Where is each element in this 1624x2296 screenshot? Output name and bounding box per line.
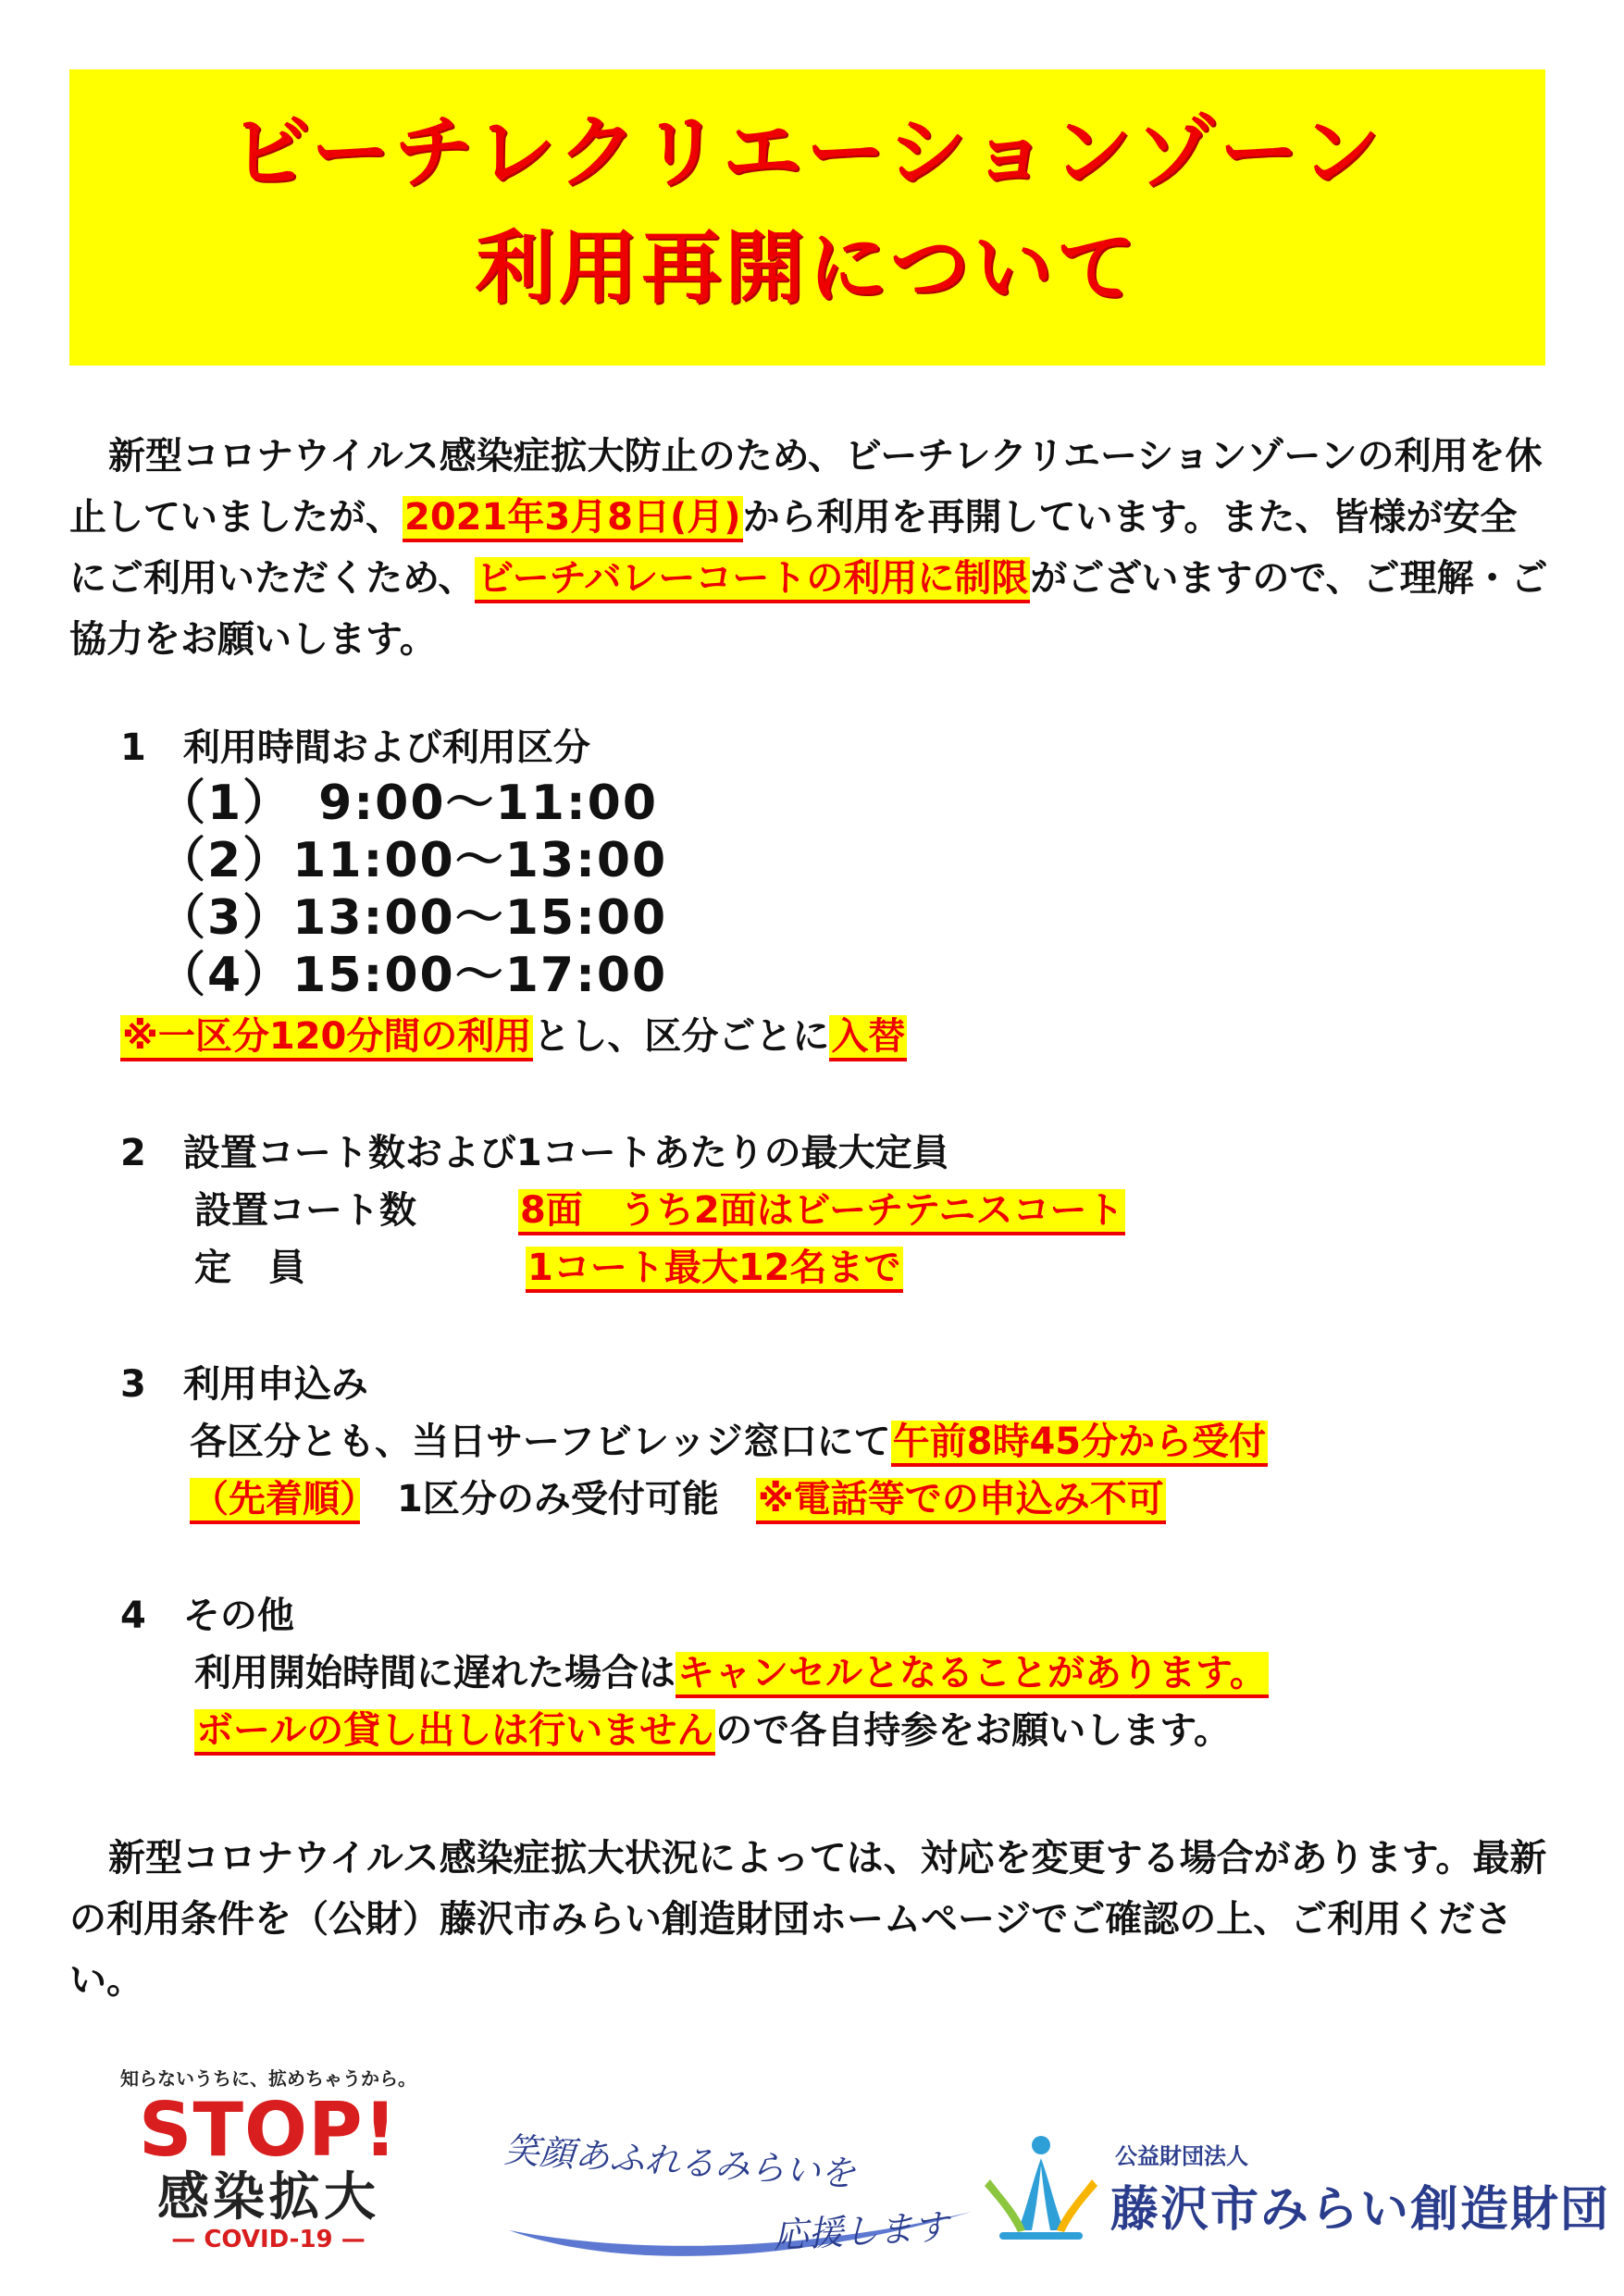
title-banner <box>69 69 1545 366</box>
time-slot-1: （1） 9:00～11:00 <box>157 776 659 831</box>
section-4-heading: 4 その他 <box>120 1595 294 1637</box>
reception-time: 午前8時45分から受付 <box>891 1421 1269 1467</box>
application-text: 各区分とも、当日サーフビレッジ窓口にて <box>190 1421 891 1463</box>
intro-text-2: から利用を再開しています。また、皆様が安全にご利用いただくため、 <box>69 496 1518 600</box>
slot-note <box>120 1011 907 1062</box>
title-line-2: 利用再開について <box>475 222 1140 315</box>
time-slot-3: （3）13:00～15:00 <box>157 890 668 946</box>
capacity-value-text: 1コート最大12名まで <box>526 1247 903 1293</box>
capacity-label: 定 員 <box>194 1247 305 1289</box>
other-line-2 <box>194 1705 1231 1756</box>
no-phone-note: ※電話等での申込み不可 <box>756 1478 1166 1524</box>
stop-kansen-text: 感染拡大 <box>157 2167 379 2228</box>
slot-duration-note: ※一区分120分間の利用 <box>120 1015 533 1061</box>
intro-paragraph <box>69 426 1550 670</box>
swap-note: 入替 <box>829 1015 907 1061</box>
courts-label: 設置コート数 <box>194 1189 416 1232</box>
section-3-heading: 3 利用申込み <box>120 1363 368 1406</box>
intro-text-1: 新型コロナウイルス感染症拡大防止のため、ビーチレクリエーションゾーンの利用を休止していましたが、 <box>69 435 1543 539</box>
section-1-heading: 1 利用時間および利用区分 <box>120 726 590 769</box>
org-name: 藤沢市みらい創造財団 <box>1110 2182 1611 2238</box>
stop-covid-logo <box>120 2064 416 2253</box>
title-line-1: ビーチレクリエーションゾーン <box>230 106 1384 199</box>
late-arrival-text: 利用開始時間に遅れた場合は <box>194 1652 676 1694</box>
courts-value-text: 8面 うち2面はビーチテニスコート <box>518 1189 1125 1235</box>
slogan-line-1: 笑顔あふれるみらいを <box>502 2128 857 2195</box>
application-line-1 <box>190 1416 1268 1468</box>
no-ball-rental: ボールの貸し出しは行いません <box>194 1709 715 1756</box>
slogan-line-2: 応援します <box>772 2206 950 2256</box>
foundation-logo-icon <box>981 2128 1101 2249</box>
one-slot-note: 1区分のみ受付可能 <box>397 1478 719 1520</box>
stop-tagline: 知らないうちに、拡めちゃうから。 <box>120 2067 416 2090</box>
section-2-heading: 2 設置コート数および1コートあたりの最大定員 <box>120 1132 949 1174</box>
intro-text-3: がございますので、ご理解・ご協力をお願いします。 <box>69 557 1548 661</box>
stop-text: STOP! <box>138 2087 399 2173</box>
org-subtitle: 公益財団法人 <box>1115 2143 1248 2169</box>
courts-value <box>518 1185 1125 1236</box>
court-limit-notice: ビーチバレーコートの利用に制限 <box>475 557 1030 603</box>
application-line-2 <box>190 1473 1166 1525</box>
covid-label: — COVID-19 — <box>171 2226 366 2253</box>
cancel-notice: キャンセルとなることがあります。 <box>676 1652 1269 1698</box>
slot-note-text: とし、区分ごとに <box>533 1015 830 1058</box>
time-slot-4: （4）15:00～17:00 <box>157 948 668 1003</box>
bring-own-ball-text: ので各自持参をお願いします。 <box>715 1709 1232 1752</box>
time-slot-2: （2）11:00～13:00 <box>157 833 668 888</box>
capacity-value <box>526 1242 903 1294</box>
reopen-date: 2021年3月8日(月) <box>403 496 743 542</box>
first-come-note: （先着順） <box>190 1478 360 1524</box>
other-line-1 <box>194 1647 1269 1699</box>
closing-paragraph: 新型コロナウイルス感染症拡大状況によっては、対応を変更する場合があります。最新の利用条件を（公財）藤沢市みらい創造財団ホームページでご確認の上、ご利用ください。 <box>69 1837 1547 2002</box>
